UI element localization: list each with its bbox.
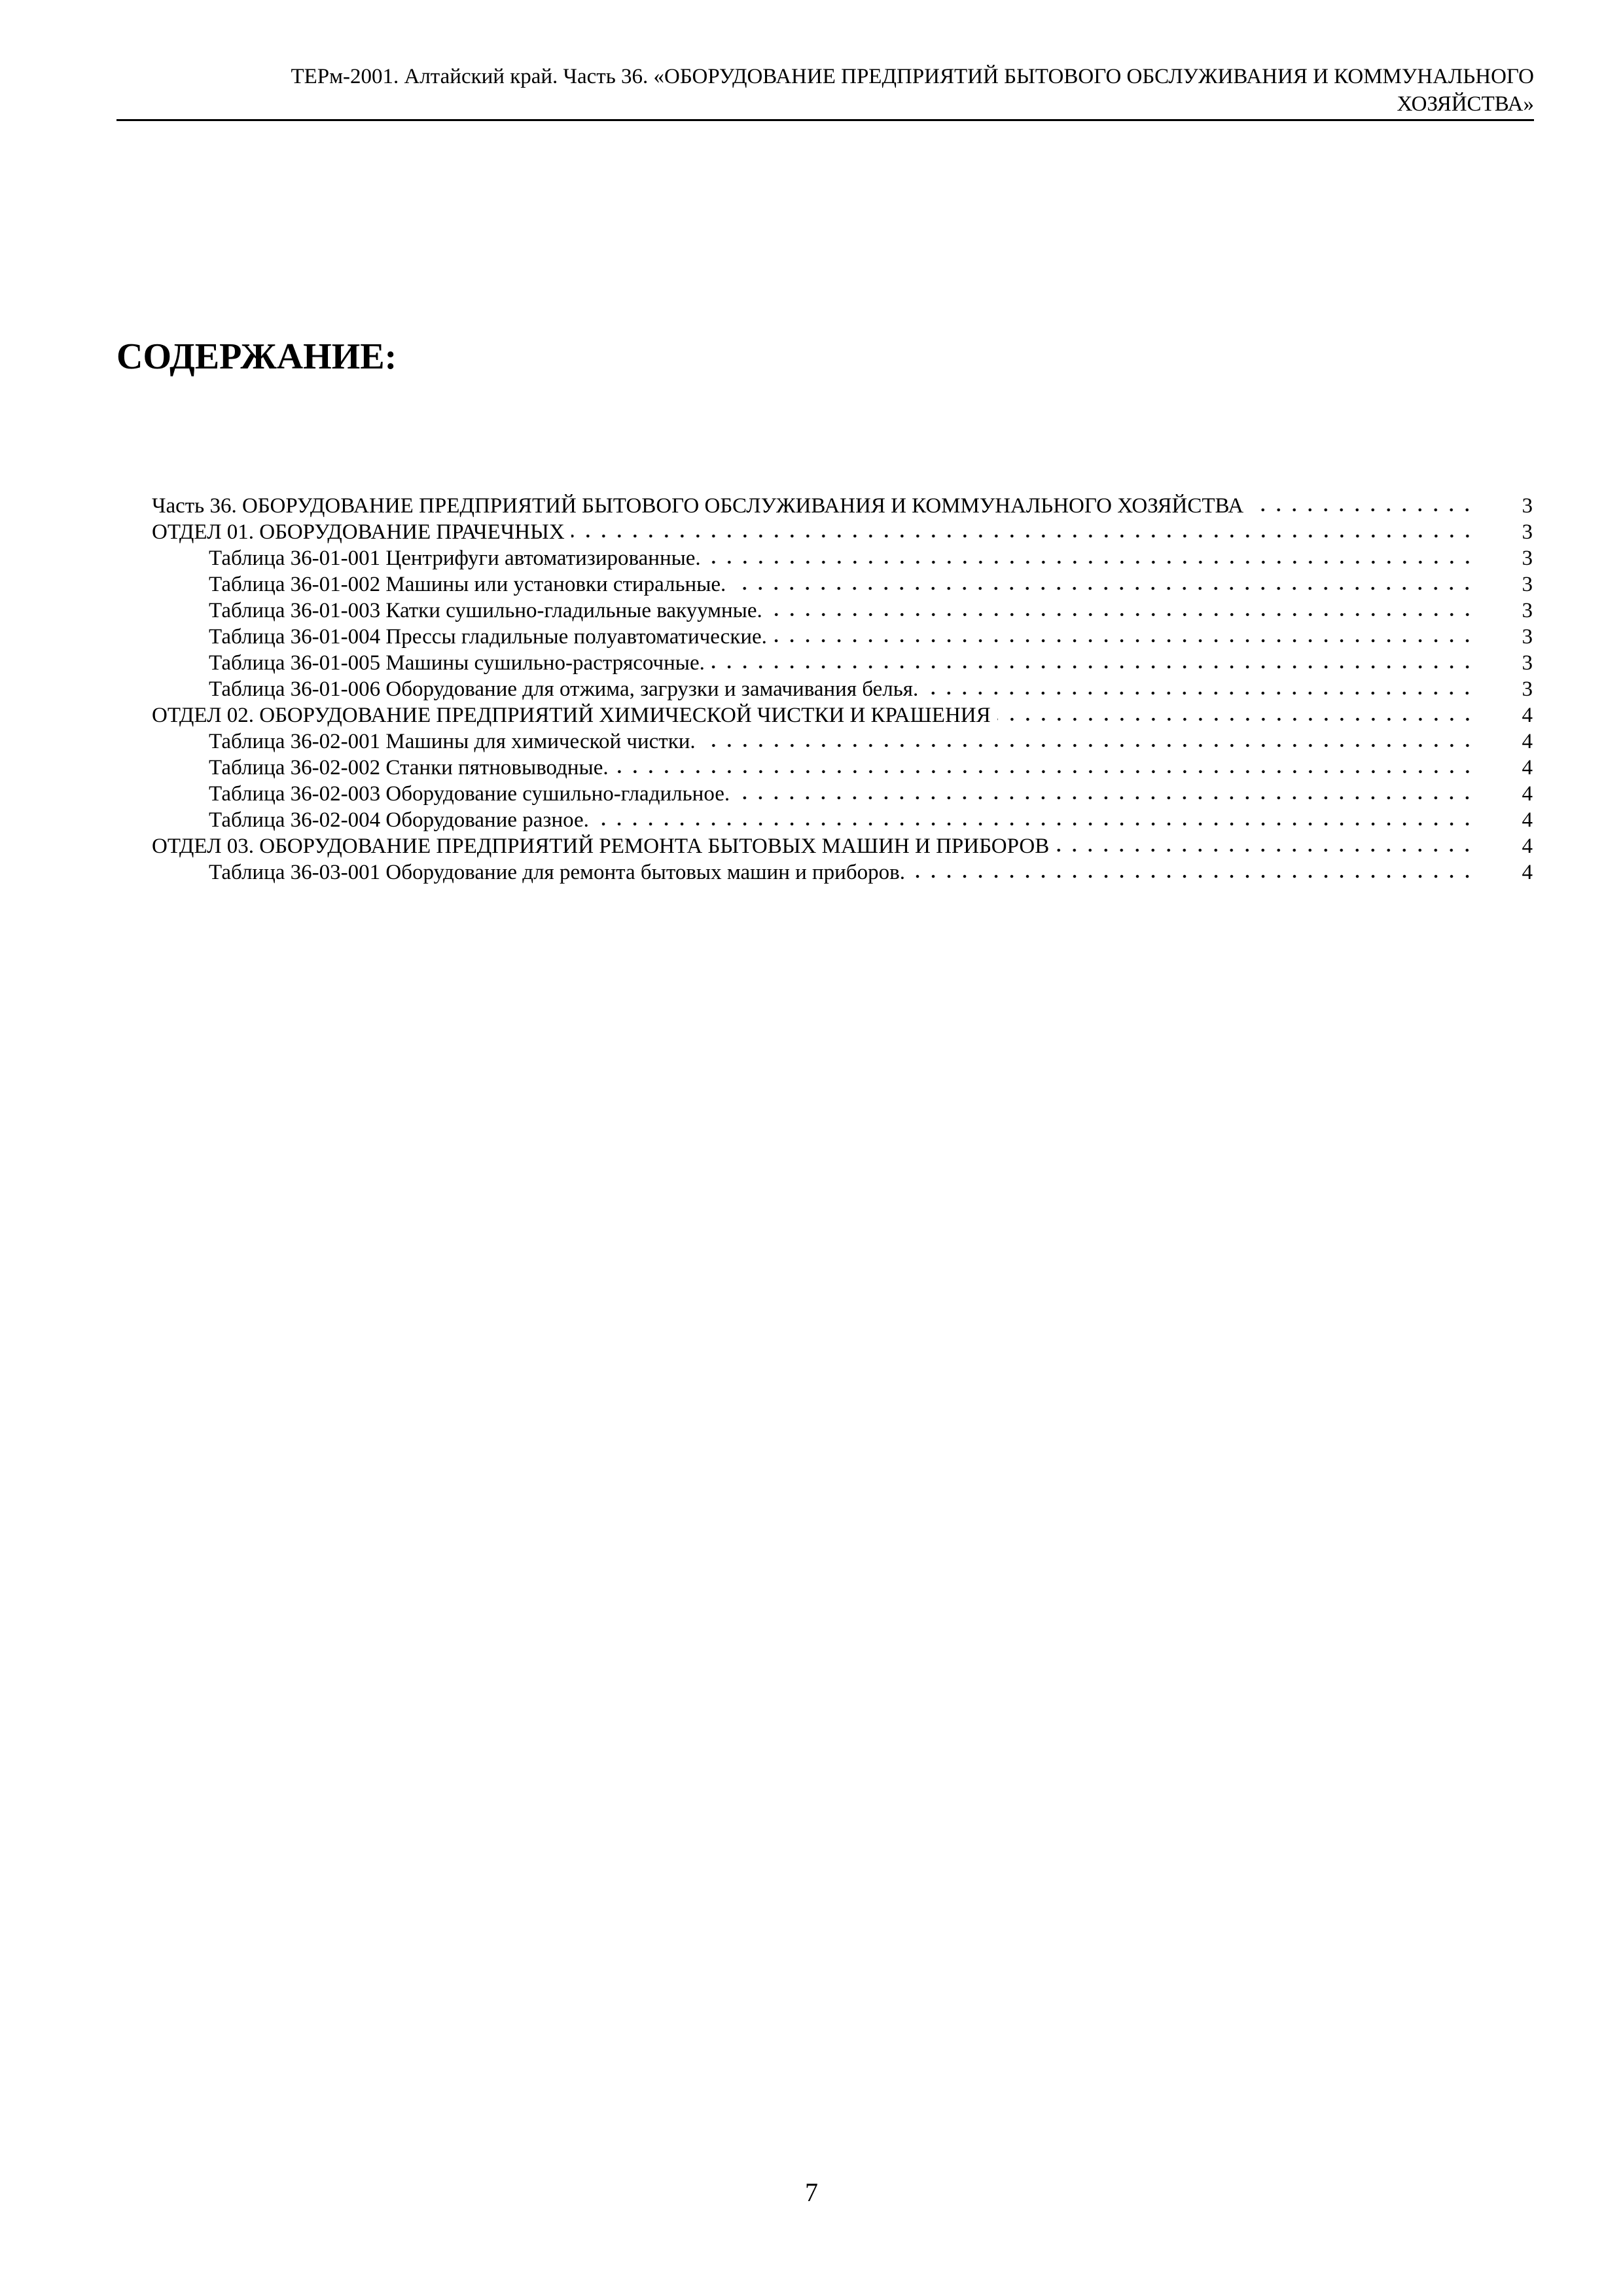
page-title: СОДЕРЖАНИЕ: bbox=[116, 336, 397, 377]
toc-entry-table-36-01-003[interactable] bbox=[152, 598, 1533, 624]
toc-entry-table-36-01-001[interactable] bbox=[152, 545, 1533, 571]
dot-leader bbox=[1056, 847, 1475, 853]
toc-entry-table-36-01-006[interactable] bbox=[152, 676, 1533, 702]
toc-entry-text: Таблица 36-01-004 Прессы гладильные полуавтоматические. bbox=[209, 625, 767, 649]
toc-entry-page: 3 bbox=[1522, 547, 1533, 570]
toc-entry-table-36-01-005[interactable] bbox=[152, 650, 1533, 676]
toc-entry-page: 3 bbox=[1522, 599, 1533, 622]
toc-entry-page: 4 bbox=[1522, 808, 1533, 832]
toc-entry-page: 3 bbox=[1522, 520, 1533, 544]
toc-entry-text: Таблица 36-02-003 Оборудование сушильно-гладильное. bbox=[209, 782, 730, 806]
toc-entry-table-36-02-003[interactable] bbox=[152, 781, 1533, 807]
running-header bbox=[116, 63, 1534, 121]
toc-entry-table-36-02-001[interactable] bbox=[152, 728, 1533, 755]
toc-entry-text: Таблица 36-01-002 Машины или установки стиральные. bbox=[209, 573, 726, 596]
toc-entry-page: 3 bbox=[1522, 651, 1533, 675]
running-header-line-2: ХОЗЯЙСТВА» bbox=[1397, 92, 1534, 116]
dot-leader bbox=[571, 533, 1475, 539]
toc-entry-page: 4 bbox=[1522, 756, 1533, 780]
toc-entry-text: Часть 36. ОБОРУДОВАНИЕ ПРЕДПРИЯТИЙ БЫТОВОГО ОБСЛУЖИВАНИЯ И КОММУНАЛЬНОГО ХОЗЯЙСТВА bbox=[152, 494, 1244, 518]
dot-leader bbox=[997, 716, 1475, 723]
toc-entry-page: 3 bbox=[1522, 625, 1533, 649]
toc-entry-section-02[interactable] bbox=[152, 702, 1533, 728]
toc-entry-text: Таблица 36-03-001 Оборудование для ремонта бытовых машин и приборов. bbox=[209, 861, 905, 884]
toc-entry-text: Таблица 36-01-001 Центрифуги автоматизированные. bbox=[209, 547, 701, 570]
page-number: 7 bbox=[805, 2178, 818, 2207]
toc-entry-text: Таблица 36-01-003 Катки сушильно-гладильные вакуумные. bbox=[209, 599, 762, 622]
toc-entry-table-36-02-004[interactable] bbox=[152, 807, 1533, 833]
toc-entry-table-36-03-001[interactable] bbox=[152, 859, 1533, 886]
toc-entry-text: ОТДЕЛ 02. ОБОРУДОВАНИЕ ПРЕДПРИЯТИЙ ХИМИЧЕСКОЙ ЧИСТКИ И КРАШЕНИЯ bbox=[152, 704, 991, 727]
dot-leader bbox=[707, 559, 1475, 565]
dot-leader bbox=[774, 637, 1475, 644]
dot-leader bbox=[912, 873, 1475, 880]
toc-entry-table-36-01-002[interactable] bbox=[152, 571, 1533, 598]
toc-entry-page: 3 bbox=[1522, 677, 1533, 701]
toc-entry-page: 4 bbox=[1522, 861, 1533, 884]
dot-leader bbox=[769, 611, 1475, 618]
running-header-line-1: ТЕРм-2001. Алтайский край. Часть 36. «ОБОРУДОВАНИЕ ПРЕДПРИЯТИЙ БЫТОВОГО ОБСЛУЖИВАНИЯ И КОММУНАЛЬНОГО bbox=[291, 65, 1534, 88]
toc-entry-text: Таблица 36-02-004 Оборудование разное. bbox=[209, 808, 589, 832]
toc-entry-text: ОТДЕЛ 03. ОБОРУДОВАНИЕ ПРЕДПРИЯТИЙ РЕМОНТА БЫТОВЫХ МАШИН И ПРИБОРОВ bbox=[152, 834, 1050, 858]
toc-entry-section-03[interactable] bbox=[152, 833, 1533, 859]
toc-entry-page: 4 bbox=[1522, 834, 1533, 858]
toc-entry-table-36-02-002[interactable] bbox=[152, 755, 1533, 781]
toc-entry-page: 4 bbox=[1522, 704, 1533, 727]
toc-entry-text: Таблица 36-01-005 Машины сушильно-растрясочные. bbox=[209, 651, 705, 675]
toc-entry-text: Таблица 36-01-006 Оборудование для отжима, загрузки и замачивания белья. bbox=[209, 677, 919, 701]
toc-entry-page: 3 bbox=[1522, 573, 1533, 596]
dot-leader bbox=[711, 664, 1475, 670]
dot-leader bbox=[596, 821, 1475, 827]
toc-entry-section-01[interactable] bbox=[152, 519, 1533, 545]
dot-leader bbox=[702, 742, 1475, 749]
toc-entry-page: 3 bbox=[1522, 494, 1533, 518]
toc-entry-text: ОТДЕЛ 01. ОБОРУДОВАНИЕ ПРАЧЕЧНЫХ bbox=[152, 520, 565, 544]
dot-leader bbox=[1250, 507, 1475, 513]
toc-entry-page: 4 bbox=[1522, 730, 1533, 753]
dot-leader bbox=[736, 795, 1475, 801]
toc-entry-text: Таблица 36-02-002 Станки пятновыводные. bbox=[209, 756, 609, 780]
toc-entry-page: 4 bbox=[1522, 782, 1533, 806]
dot-leader bbox=[615, 768, 1475, 775]
dot-leader bbox=[925, 690, 1475, 696]
toc-entry-table-36-01-004[interactable] bbox=[152, 624, 1533, 650]
toc-entry-text: Таблица 36-02-001 Машины для химической чистки. bbox=[209, 730, 696, 753]
dot-leader bbox=[732, 585, 1475, 592]
toc-entry-part-36[interactable] bbox=[152, 493, 1533, 519]
table-of-contents bbox=[152, 493, 1533, 886]
